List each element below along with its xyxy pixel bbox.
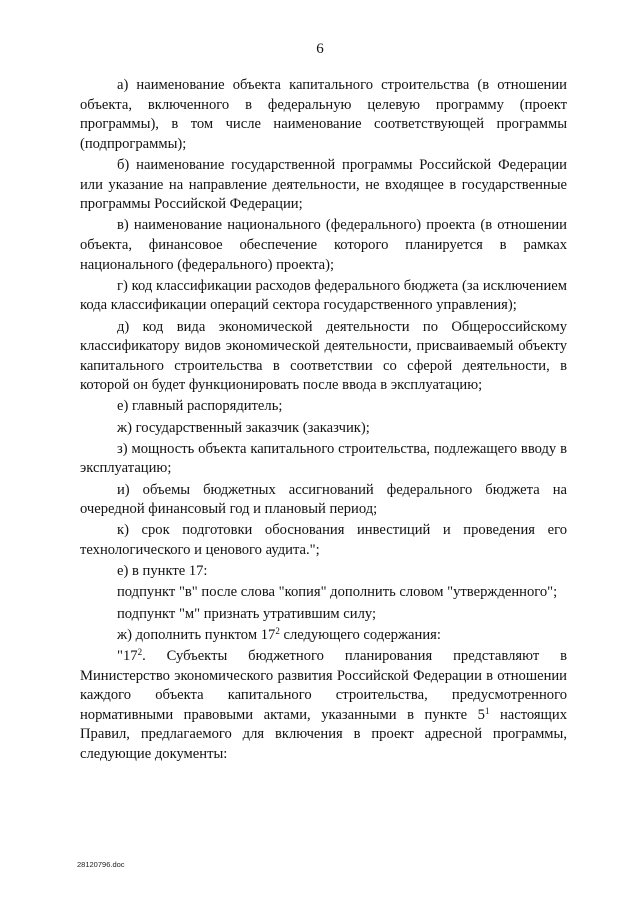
paragraph-zh: ж) государственный заказчик (заказчик); (117, 419, 370, 436)
paragraph-e: е) главный распорядитель; (117, 398, 283, 415)
text-run: . Субъекты бюджетного планирования представляют в Министерство экономического развития Российской Федерации в отношении каждого объекта капитального строительства, предусмотренного нормативными правовыми актами, указанными в пункте 5 (80, 647, 567, 723)
document-body (80, 76, 567, 766)
footer-filename: 28120796.doc (77, 860, 125, 869)
superscript: 2 (275, 625, 280, 636)
superscript: 1 (484, 705, 490, 716)
paragraph-a: а) наименование объекта капитального строительства (в отношении объекта, включенного в федеральную целевую программу (проект программы), в том числе наименование соответствующей программы (подпрограммы); (80, 77, 567, 152)
paragraph-subpoint-m: подпункт "м" признать утратившим силу; (117, 605, 377, 622)
paragraph-subpoint-v: подпункт "в" после слова "копия" дополнить словом "утвержденного"; (117, 584, 558, 601)
paragraph-17-2-text (80, 647, 567, 765)
paragraph-b: б) наименование государственной программы Российской Федерации или указание на направление деятельности, не входящее в государственные программы Российской Федерации; (80, 156, 567, 213)
text-run: ж) дополнить пунктом 17 (117, 626, 276, 643)
paragraph-v: в) наименование национального (федерального) проекта (в отношении объекта, финансовое обеспечение которого планируется в рамках национального (федерального) проекта); (80, 217, 567, 273)
paragraph-d: д) код вида экономической деятельности по Общероссийскому классификатору видов экономической деятельности, присваиваемый объекту капитального строительства в соответствии со сферой деятельности, в которой он будет функционировать после ввода в эксплуатацию; (80, 318, 567, 394)
page-number: 6 (316, 41, 324, 57)
superscript: 2 (137, 646, 143, 657)
paragraph-k: к) срок подготовки обоснования инвестиций и проведения его технологического и ценового аудита."; (80, 522, 567, 558)
paragraph-g: г) код классификации расходов федерального бюджета (за исключением кода классификации операций сектора государственного управления); (80, 277, 567, 314)
text-run: настоящих Правил, предлагаемого для включения в проект адресной программы, следующие документы: (80, 706, 567, 762)
paragraph-i: и) объемы бюджетных ассигнований федерального бюджета на очередной финансовый год и плановый период; (80, 481, 567, 518)
paragraph-add-17-2 (80, 626, 567, 646)
paragraph-point-17: е) в пункте 17: (117, 563, 208, 580)
paragraph-z: з) мощность объекта капитального строительства, подлежащего вводу в эксплуатацию; (80, 440, 567, 477)
text-run: "17 (117, 647, 138, 664)
text-run: следующего содержания: (279, 626, 441, 643)
